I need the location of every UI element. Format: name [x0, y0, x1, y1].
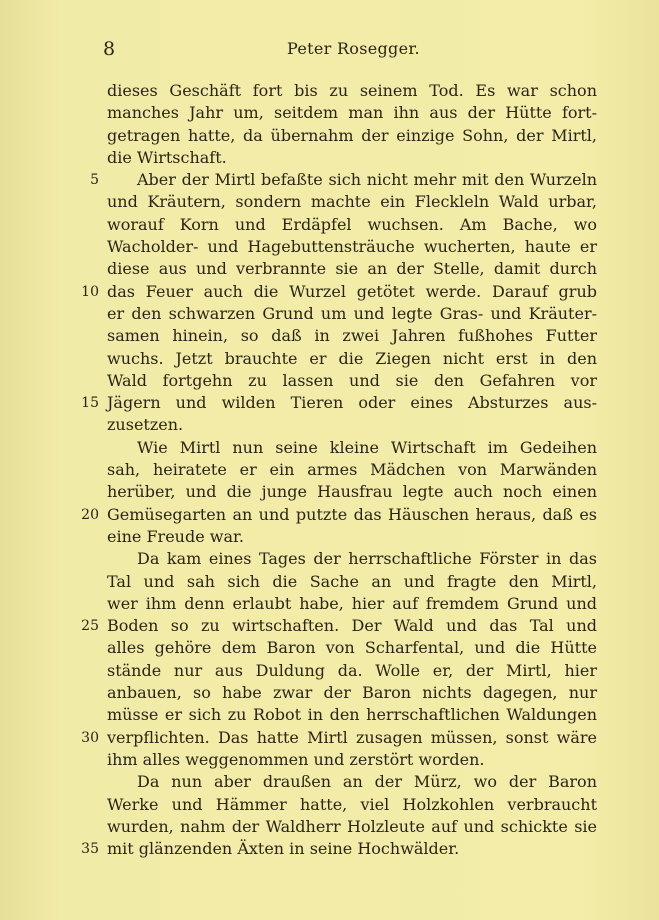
text-line [0, 704, 659, 726]
page-header [0, 38, 659, 60]
line-number: 25 [81, 618, 99, 635]
text-line [0, 258, 659, 280]
line-text: herüber, und die junge Hausfrau legte auch noch einen [107, 482, 597, 502]
text-line [0, 236, 659, 258]
line-text: Aber der Mirtl befaßte sich nicht mehr mit den Wurzeln [137, 170, 597, 190]
text-line [0, 593, 659, 615]
text-line [0, 548, 659, 570]
text-line [0, 348, 659, 370]
line-text: sah, heiratete er ein armes Mädchen von Marwänden [107, 460, 597, 480]
text-line [0, 191, 659, 213]
line-text: wuchs. Jetzt brauchte er die Ziegen nicht erst in den [107, 348, 597, 368]
line-text: alles gehöre dem Baron von Scharfental, und die Hütte [107, 638, 597, 658]
text-line [0, 392, 659, 414]
line-text: ihm alles weggenommen und zerstört worden. [107, 749, 485, 769]
text-line [0, 281, 659, 303]
line-text: eine Freude war. [107, 526, 244, 546]
text-line [0, 125, 659, 147]
line-text: wer ihm denn erlaubt habe, hier auf fremdem Grund und [107, 593, 597, 613]
text-line [0, 637, 659, 659]
text-line [0, 437, 659, 459]
line-text: Wald fortgehn zu lassen und sie den Gefahren vor [107, 370, 597, 390]
line-text: er den schwarzen Grund um und legte Gras- und Kräuter- [107, 303, 597, 323]
text-line [0, 526, 659, 548]
line-number: 30 [81, 729, 99, 746]
text-line [0, 660, 659, 682]
text-line [0, 727, 659, 749]
line-number: 5 [90, 172, 99, 189]
running-head: Peter Rosegger. [287, 39, 420, 58]
text-line [0, 214, 659, 236]
text-line [0, 571, 659, 593]
text-line [0, 80, 659, 102]
text-line [0, 303, 659, 325]
text-line [0, 682, 659, 704]
line-text: Wacholder- und Hagebuttensträuche wucherten, haute er [107, 237, 597, 257]
line-text: anbauen, so habe zwar der Baron nichts dagegen, nur [107, 683, 597, 703]
page-number: 8 [103, 38, 116, 60]
text-line [0, 504, 659, 526]
line-number: 20 [81, 506, 99, 523]
text-line [0, 325, 659, 347]
line-text: verpflichten. Das hatte Mirtl zusagen müssen, sonst wäre [107, 727, 597, 747]
text-line [0, 771, 659, 793]
text-line [0, 749, 659, 771]
line-number: 15 [81, 395, 99, 412]
line-text: Boden so zu wirtschaften. Der Wald und das Tal und [107, 616, 597, 636]
text-line [0, 481, 659, 503]
text-line [0, 370, 659, 392]
text-line [0, 169, 659, 191]
line-text: manches Jahr um, seitdem man ihn aus der Hütte fort- [107, 103, 597, 123]
body-text [0, 80, 659, 860]
line-text: getragen hatte, da übernahm der einzige Sohn, der Mirtl, [107, 125, 597, 145]
line-text: Wie Mirtl nun seine kleine Wirtschaft im Gedeihen [137, 437, 597, 457]
line-text: worauf Korn und Erdäpfel wuchsen. Am Bache, wo [107, 214, 597, 234]
line-text: müsse er sich zu Robot in den herrschaftlichen Waldungen [107, 705, 597, 725]
line-text: Gemüsegarten an und putzte das Häuschen heraus, daß es [107, 504, 597, 524]
text-line [0, 147, 659, 169]
text-line [0, 459, 659, 481]
line-text: Da kam eines Tages der herrschaftliche Förster in das [137, 549, 597, 569]
text-line [0, 102, 659, 124]
text-line [0, 838, 659, 860]
text-line [0, 794, 659, 816]
line-text: samen hinein, so daß in zwei Jahren fußhohes Futter [107, 326, 597, 346]
text-line [0, 816, 659, 838]
line-text: die Wirtschaft. [107, 147, 227, 167]
text-line [0, 414, 659, 436]
line-text: Da nun aber draußen an der Mürz, wo der Baron [137, 772, 597, 792]
line-number: 10 [81, 283, 99, 300]
line-text: stände nur aus Duldung da. Wolle er, der Mirtl, hier [107, 660, 597, 680]
line-number: 35 [81, 841, 99, 858]
line-text: diese aus und verbrannte sie an der Stelle, damit durch [107, 259, 597, 279]
line-text: mit glänzenden Äxten in seine Hochwälder. [107, 839, 460, 859]
line-text: und Kräutern, sondern machte ein Fleckleln Wald urbar, [107, 192, 597, 212]
text-line [0, 615, 659, 637]
line-text: Tal und sah sich die Sache an und fragte den Mirtl, [107, 571, 597, 591]
line-text: wurden, nahm der Waldherr Holzleute auf und schickte sie [107, 816, 597, 836]
line-text: das Feuer auch die Wurzel getötet werde. Darauf grub [107, 281, 597, 301]
line-text: zusetzen. [107, 415, 184, 435]
line-text: Jägern und wilden Tieren oder eines Absturzes aus- [107, 393, 597, 413]
line-text: dieses Geschäft fort bis zu seinem Tod. Es war schon [107, 81, 597, 100]
line-text: Werke und Hämmer hatte, viel Holzkohlen verbraucht [107, 794, 597, 814]
